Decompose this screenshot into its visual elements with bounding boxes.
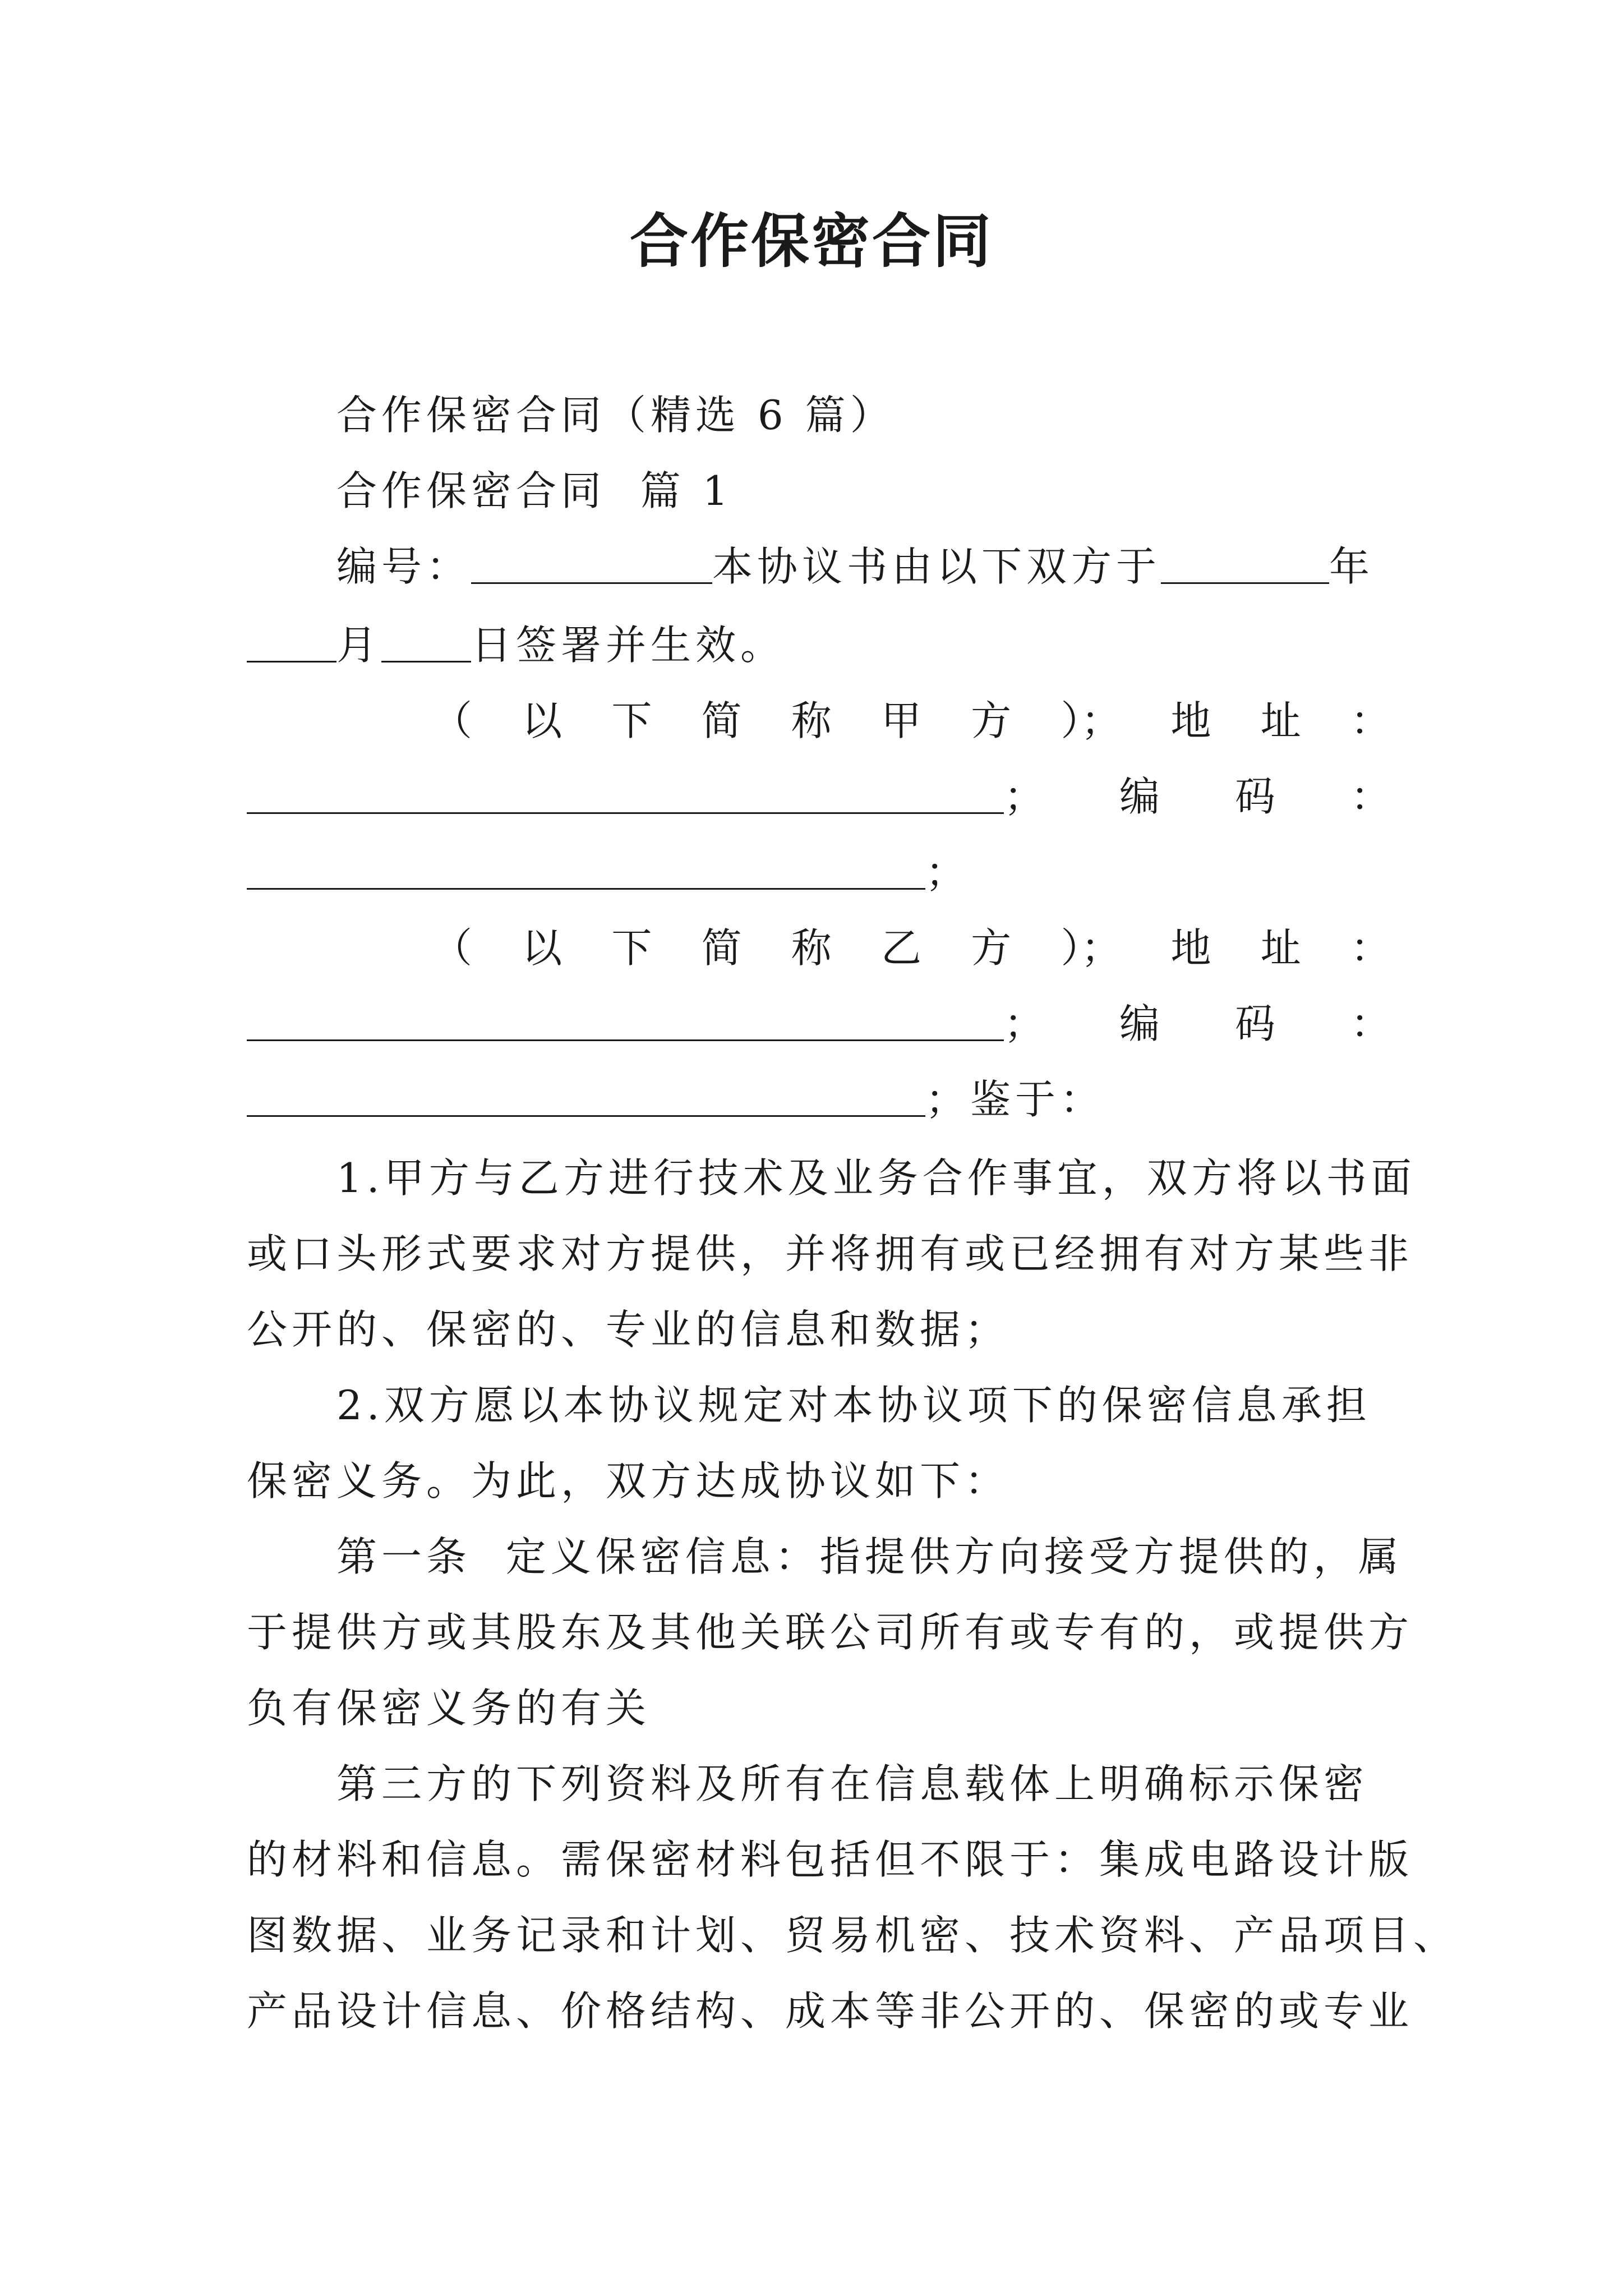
party-b-char: 简 [701,924,742,972]
semicolon: ； [925,849,971,896]
party-b-char: ）； [1061,924,1122,972]
clause-1-line-2: 或口头形式要求对方提供，并将拥有或已经拥有对方某些非 [247,1230,1414,1277]
number-label: 编号： [336,543,472,590]
month-label: 月 [336,622,382,669]
whereas-label: ；鉴于： [925,1076,1105,1123]
party-a-code-blank [247,844,925,890]
agreement-text: 本协议书由以下双方于 [712,543,1161,590]
day-blank [381,617,471,662]
party-b-code-blank [247,1071,925,1117]
code-char: 编 [1119,1000,1160,1047]
party-b-char: ： [1350,924,1391,972]
number-line [336,539,1391,595]
month-blank [247,617,336,662]
article-1-line-2: 于提供方或其股东及其他关联公司所有或专有的，或提供方 [247,1609,1414,1656]
clause-1-line-3: 公开的、保密的、专业的信息和数据； [247,1306,1010,1353]
code-char: ： [1350,773,1391,820]
party-a-char: 甲 [880,697,921,744]
year-blank [1161,539,1329,584]
party-b-char: 地 [1170,924,1211,972]
party-a-char: 称 [791,697,832,744]
party-b-char: 址 [1260,924,1301,972]
party-a-char: ）； [1061,697,1122,744]
clause-2-line-2: 保密义务。为此，双方达成协议如下： [247,1457,1010,1504]
party-b-code-label [1004,996,1391,1052]
year-label: 年 [1329,543,1375,590]
party-b-address-line [247,996,1391,1052]
party-a-char: 方 [971,697,1012,744]
party-a-char: 地 [1170,697,1211,744]
party-b-char: （ [432,924,473,972]
code-char: ； [1004,1000,1045,1047]
code-char: 码 [1234,1000,1275,1047]
party-a-address-blank [247,769,1004,814]
clause-1-line-1: 1.甲方与乙方进行技术及业务合作事宜，双方将以书面 [336,1154,1416,1202]
party-a-char: 下 [611,697,652,744]
party-a-char: 简 [701,697,742,744]
number-blank [471,539,712,584]
day-label: 日签署并生效。 [471,622,786,669]
party-b-char: 下 [611,924,652,972]
article-1-cont-line-4: 产品设计信息、价格结构、成本等非公开的、保密的或专业 [247,1987,1414,2035]
article-1-cont-line-2: 的材料和信息。需保密材料包括但不限于：集成电路设计版 [247,1836,1414,1883]
date-line [247,617,1391,673]
party-a-line [432,693,1391,749]
party-b-address-blank [247,996,1004,1041]
article-1-cont-line-3: 图数据、业务记录和计划、贸易机密、技术资料、产品项目、 [247,1912,1459,1959]
code-char: 编 [1119,773,1160,820]
party-a-char: 址 [1260,697,1301,744]
article-1-line-1: 第一条 定义保密信息：指提供方向接受方提供的，属 [336,1533,1403,1580]
subtitle: 合作保密合同（精选 6 篇） [336,392,895,439]
party-b-char: 以 [522,924,562,972]
party-b-char: 称 [791,924,832,972]
clause-2-line-1: 2.双方愿以本协议规定对本协议项下的保密信息承担 [336,1382,1371,1429]
code-char: ： [1350,1000,1391,1047]
document-title: 合作保密合同 [629,206,993,275]
code-char: ； [1004,773,1045,820]
article-1-cont-line-1: 第三方的下列资料及所有在信息载体上明确标示保密 [336,1760,1369,1807]
party-a-char: （ [432,697,473,744]
party-a-code-label [1004,769,1391,825]
party-a-code-line [247,844,1391,900]
party-a-address-line [247,769,1391,825]
party-a-char: ： [1350,697,1391,744]
chapter-heading: 合作保密合同 篇 1 [336,467,733,514]
party-b-char: 方 [971,924,1012,972]
party-b-code-line [247,1071,1391,1128]
party-b-line [432,920,1391,976]
code-char: 码 [1234,773,1275,820]
party-b-char: 乙 [880,924,921,972]
article-1-line-3: 负有保密义务的有关 [247,1685,651,1732]
party-a-char: 以 [522,697,562,744]
